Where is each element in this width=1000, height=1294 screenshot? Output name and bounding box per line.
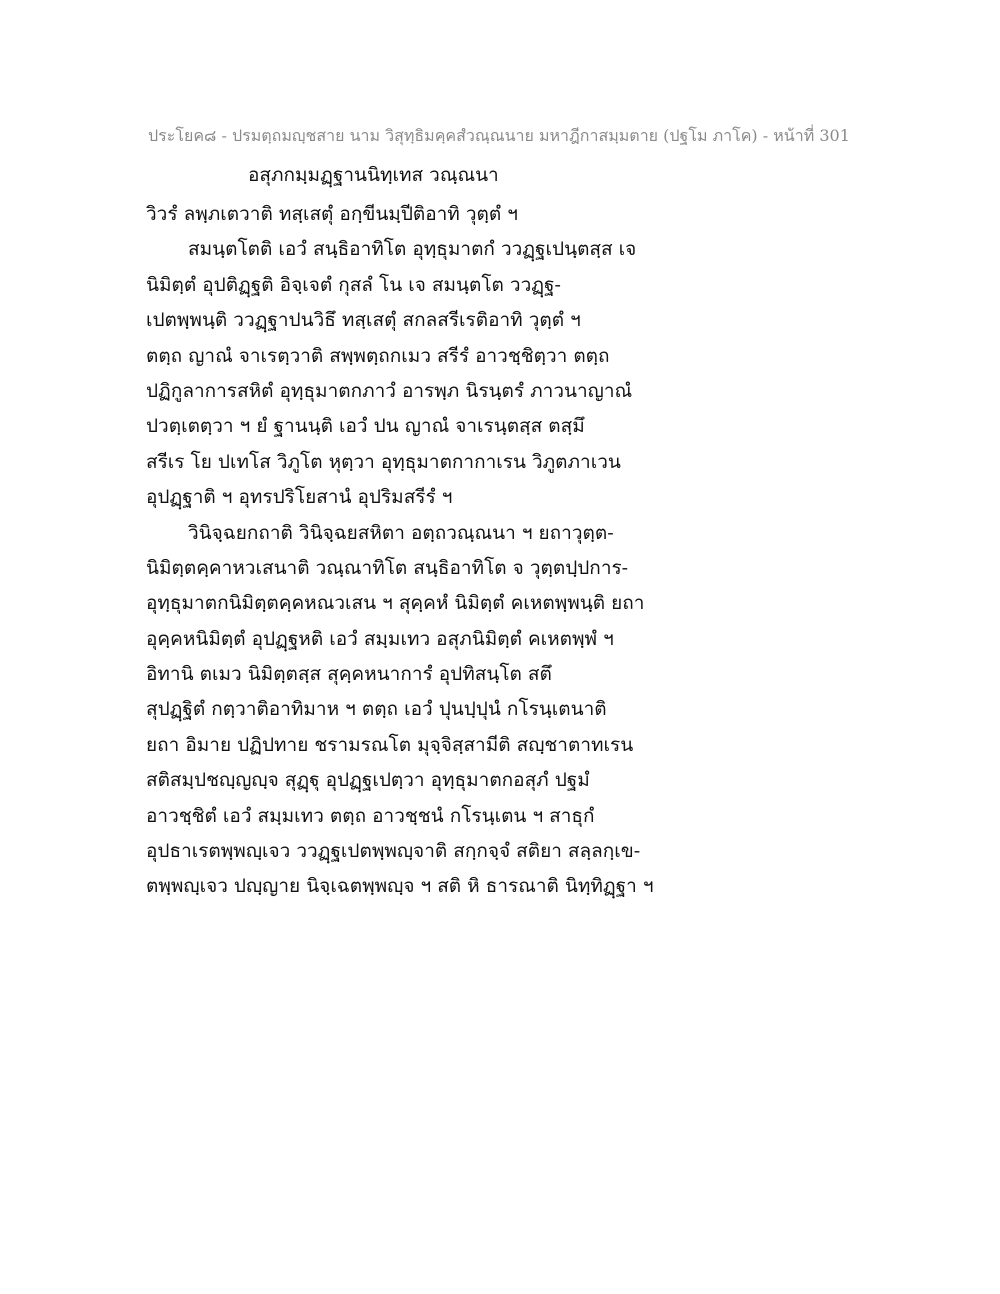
paragraph-start-line: วินิจฺฉยกถาติ วินิจฺฉยสหิตา อตฺถวณฺณนา ฯ ยถาวุตฺต- <box>188 521 614 544</box>
section-heading: อสุภกมฺมฏฺฐานนิทฺเทส วณฺณนา <box>248 164 499 186</box>
text-line: สุปฏฺฐิตํ กตฺวาติอาทิมาห ฯ ตตฺถ เอวํ ปุนปฺปุนํ กโรนฺเตนาติ <box>146 698 607 721</box>
text-line: ปวตฺเตตฺวา ฯ ยํ ฐานนฺติ เอวํ ปน ญาณํ จาเรนฺตสฺส ตสฺมึ <box>146 415 585 438</box>
text-line: อิทานิ ตเมว นิมิตฺตสฺส สุคฺคหนาการํ อุปทิสนฺโต สตึ <box>146 663 552 686</box>
paragraph-start-line: สมนฺตโตติ เอวํ สนฺธิอาทิโต อุทฺธุมาตกํ ววฏฺฐเปนฺตสฺส เจ <box>188 238 637 261</box>
text-line: อาวชฺชิตํ เอวํ สมฺมเทว ตตฺถ อาวชฺชนํ กโรนฺเตน ฯ สาธุกํ <box>146 804 595 827</box>
text-line: อุปธาเรตพฺพญฺเจว ววฏฺฐเปตพฺพญฺจาติ สกฺกจฺจํ สติยา สลฺลกฺเข- <box>146 840 641 863</box>
text-line: ยถา อิมาย ปฏิปทาย ชรามรณโต มุจฺจิสฺสามีติ สญฺชาตาทเรน <box>146 733 634 756</box>
text-line: ตตฺถ ญาณํ จาเรตฺวาติ สพฺพตฺถกเมว สรีรํ อาวชฺชิตฺวา ตตฺถ <box>146 344 610 367</box>
text-line: วิวรํ ลพฺภเตวาติ ทสฺเสตุํ อกฺขีนมฺปีติอาทิ วุตฺตํ ฯ <box>146 203 518 225</box>
text-line: ตพฺพญฺเจว ปญฺญาย นิจฺเฉตพฺพญฺจ ฯ สติ หิ ธารณาติ นิทฺทิฏฺฐา ฯ <box>146 875 654 898</box>
text-line: อุทฺธุมาตกนิมิตฺตคฺคหณวเสน ฯ สุคฺคหํ นิมิตฺตํ คเหตพฺพนฺติ ยถา <box>146 592 645 615</box>
text-line: สติสมฺปชญฺญญฺจ สุฏฺฐุ อุปฏฺฐเปตฺวา อุทฺธุมาตกอสุภํ ปฐมํ <box>146 769 590 792</box>
text-line: เปตพฺพนฺติ ววฏฺฐาปนวิธึ ทสฺเสตุํ สกลสรีเรติอาทิ วุตฺตํ ฯ <box>146 309 581 332</box>
body-text <box>146 197 706 905</box>
text-line: ปฏิกูลาการสหิตํ อุทฺธุมาตกภาวํ อารพฺภ นิรนฺตรํ ภาวนาญาณํ <box>146 379 633 402</box>
running-header: ประโยค๘ - ปรมตฺถมญฺชสาย นาม วิสุทฺธิมคฺคสํวณฺณนาย มหาฎีกาสมฺมตาย (ปฐโม ภาโค) - หน้าที่ 301 <box>148 126 850 145</box>
text-line: อุปฏฺฐาติ ฯ อุทรปริโยสานํ อุปริมสรีรํ ฯ <box>146 486 453 509</box>
text-line: สรีเร โย ปเทโส วิภูโต หุตฺวา อุทฺธุมาตกากาเรน วิภูตภาเวน <box>146 450 621 473</box>
text-line: นิมิตฺตํ อุปติฏฺฐติ อิจฺเจตํ กุสลํ โน เจ สมนฺตโต ววฏฺฐ- <box>146 273 561 296</box>
text-line: อุคฺคหนิมิตฺตํ อุปฏฺฐหติ เอวํ สมฺมเทว อสุภนิมิตฺตํ คเหตพฺพํ ฯ <box>146 627 614 650</box>
text-line: นิมิตฺตคฺคาหวเสนาติ วณฺณาทิโต สนฺธิอาทิโต จ วุตฺตปฺปการ- <box>146 556 629 579</box>
